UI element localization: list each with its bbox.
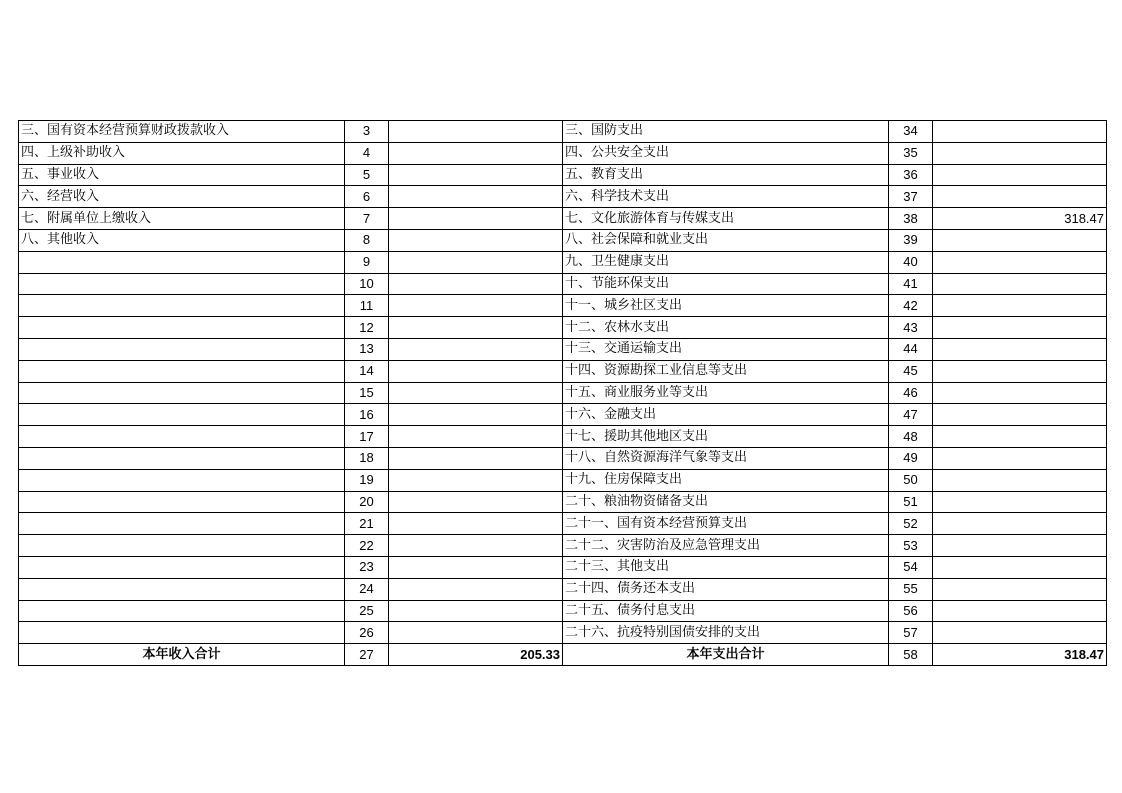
table-row: [19, 295, 1107, 317]
expense-item-cell: 二十五、债务付息支出: [563, 600, 889, 622]
income-number-cell: 21: [345, 513, 389, 535]
income-number-cell: 23: [345, 556, 389, 578]
table-row: [19, 556, 1107, 578]
table-row: [19, 600, 1107, 622]
expense-number-cell: 57: [889, 622, 933, 644]
income-amount-cell: [389, 491, 563, 513]
expense-amount-cell: [933, 229, 1107, 251]
income-item-cell: [19, 426, 345, 448]
expense-total-label: 本年支出合计: [563, 644, 889, 666]
income-amount-cell: [389, 273, 563, 295]
expense-number-cell: 37: [889, 186, 933, 208]
expense-amount-cell: [933, 295, 1107, 317]
income-amount-cell: [389, 426, 563, 448]
income-number-cell: 5: [345, 164, 389, 186]
budget-table: [18, 120, 1107, 666]
total-row: [19, 644, 1107, 666]
income-amount-cell: [389, 535, 563, 557]
income-number-cell: 26: [345, 622, 389, 644]
income-item-cell: [19, 491, 345, 513]
income-number-cell: 16: [345, 404, 389, 426]
income-number-cell: 14: [345, 360, 389, 382]
expense-item-cell: 十二、农林水支出: [563, 317, 889, 339]
expense-number-cell: 52: [889, 513, 933, 535]
income-item-cell: 三、国有资本经营预算财政拨款收入: [19, 121, 345, 143]
income-item-cell: [19, 469, 345, 491]
expense-amount-cell: [933, 556, 1107, 578]
expense-number-cell: 46: [889, 382, 933, 404]
income-amount-cell: [389, 251, 563, 273]
income-item-cell: [19, 600, 345, 622]
income-number-cell: 4: [345, 142, 389, 164]
income-number-cell: 17: [345, 426, 389, 448]
table-body: [19, 121, 1107, 666]
expense-number-cell: 47: [889, 404, 933, 426]
income-amount-cell: [389, 447, 563, 469]
expense-amount-cell: [933, 535, 1107, 557]
expense-number-cell: 48: [889, 426, 933, 448]
income-number-cell: 25: [345, 600, 389, 622]
income-item-cell: [19, 295, 345, 317]
expense-item-cell: 二十一、国有资本经营预算支出: [563, 513, 889, 535]
expense-item-cell: 二十六、抗疫特别国债安排的支出: [563, 622, 889, 644]
expense-amount-cell: [933, 186, 1107, 208]
income-item-cell: [19, 273, 345, 295]
expense-number-cell: 34: [889, 121, 933, 143]
income-amount-cell: [389, 121, 563, 143]
expense-number-cell: 41: [889, 273, 933, 295]
expense-number-cell: 38: [889, 208, 933, 230]
income-amount-cell: [389, 317, 563, 339]
income-item-cell: 八、其他收入: [19, 229, 345, 251]
income-amount-cell: [389, 382, 563, 404]
expense-item-cell: 九、卫生健康支出: [563, 251, 889, 273]
income-number-cell: 6: [345, 186, 389, 208]
expense-item-cell: 二十、粮油物资储备支出: [563, 491, 889, 513]
expense-number-cell: 42: [889, 295, 933, 317]
income-item-cell: [19, 360, 345, 382]
table-row: [19, 251, 1107, 273]
income-item-cell: 六、经营收入: [19, 186, 345, 208]
expense-number-cell: 53: [889, 535, 933, 557]
income-number-cell: 10: [345, 273, 389, 295]
income-amount-cell: [389, 295, 563, 317]
expense-amount-cell: [933, 622, 1107, 644]
income-item-cell: [19, 251, 345, 273]
expense-item-cell: 十、节能环保支出: [563, 273, 889, 295]
income-amount-cell: [389, 208, 563, 230]
expense-item-cell: 二十三、其他支出: [563, 556, 889, 578]
expense-item-cell: 二十四、债务还本支出: [563, 578, 889, 600]
table-row: [19, 229, 1107, 251]
expense-amount-cell: [933, 404, 1107, 426]
income-amount-cell: [389, 578, 563, 600]
expense-amount-cell: 318.47: [933, 208, 1107, 230]
table-row: [19, 273, 1107, 295]
income-item-cell: 五、事业收入: [19, 164, 345, 186]
income-number-cell: 13: [345, 338, 389, 360]
income-total-amount: 205.33: [389, 644, 563, 666]
table-row: [19, 360, 1107, 382]
table-row: [19, 426, 1107, 448]
expense-item-cell: 十五、商业服务业等支出: [563, 382, 889, 404]
income-number-cell: 22: [345, 535, 389, 557]
table-row: [19, 535, 1107, 557]
expense-amount-cell: [933, 360, 1107, 382]
income-amount-cell: [389, 164, 563, 186]
income-amount-cell: [389, 556, 563, 578]
expense-amount-cell: [933, 273, 1107, 295]
table-row: [19, 338, 1107, 360]
expense-item-cell: 三、国防支出: [563, 121, 889, 143]
expense-item-cell: 十八、自然资源海洋气象等支出: [563, 447, 889, 469]
expense-item-cell: 五、教育支出: [563, 164, 889, 186]
expense-item-cell: 七、文化旅游体育与传媒支出: [563, 208, 889, 230]
expense-item-cell: 十四、资源勘探工业信息等支出: [563, 360, 889, 382]
expense-amount-cell: [933, 447, 1107, 469]
expense-number-cell: 40: [889, 251, 933, 273]
expense-item-cell: 二十二、灾害防治及应急管理支出: [563, 535, 889, 557]
income-amount-cell: [389, 229, 563, 251]
expense-total-amount: 318.47: [933, 644, 1107, 666]
expense-item-cell: 十一、城乡社区支出: [563, 295, 889, 317]
income-item-cell: 七、附属单位上缴收入: [19, 208, 345, 230]
income-amount-cell: [389, 622, 563, 644]
expense-item-cell: 八、社会保障和就业支出: [563, 229, 889, 251]
table-row: [19, 142, 1107, 164]
income-amount-cell: [389, 469, 563, 491]
income-amount-cell: [389, 142, 563, 164]
income-number-cell: 3: [345, 121, 389, 143]
expense-amount-cell: [933, 317, 1107, 339]
income-item-cell: [19, 317, 345, 339]
expense-amount-cell: [933, 578, 1107, 600]
expense-number-cell: 44: [889, 338, 933, 360]
expense-amount-cell: [933, 491, 1107, 513]
income-total-number: 27: [345, 644, 389, 666]
expense-number-cell: 45: [889, 360, 933, 382]
income-number-cell: 20: [345, 491, 389, 513]
income-item-cell: [19, 556, 345, 578]
income-number-cell: 9: [345, 251, 389, 273]
table-row: [19, 622, 1107, 644]
table-row: [19, 208, 1107, 230]
table-row: [19, 469, 1107, 491]
income-item-cell: [19, 338, 345, 360]
income-number-cell: 24: [345, 578, 389, 600]
expense-number-cell: 49: [889, 447, 933, 469]
income-amount-cell: [389, 186, 563, 208]
expense-item-cell: 十七、援助其他地区支出: [563, 426, 889, 448]
expense-item-cell: 十六、金融支出: [563, 404, 889, 426]
expense-number-cell: 43: [889, 317, 933, 339]
income-total-label: 本年收入合计: [19, 644, 345, 666]
table-row: [19, 404, 1107, 426]
income-amount-cell: [389, 360, 563, 382]
income-amount-cell: [389, 513, 563, 535]
expense-amount-cell: [933, 338, 1107, 360]
expense-number-cell: 36: [889, 164, 933, 186]
expense-amount-cell: [933, 121, 1107, 143]
expense-number-cell: 35: [889, 142, 933, 164]
income-number-cell: 7: [345, 208, 389, 230]
table-row: [19, 382, 1107, 404]
income-amount-cell: [389, 600, 563, 622]
income-item-cell: [19, 622, 345, 644]
income-item-cell: [19, 513, 345, 535]
expense-item-cell: 十三、交通运输支出: [563, 338, 889, 360]
table-row: [19, 578, 1107, 600]
expense-number-cell: 54: [889, 556, 933, 578]
expense-amount-cell: [933, 426, 1107, 448]
table-row: [19, 186, 1107, 208]
table-row: [19, 164, 1107, 186]
income-number-cell: 19: [345, 469, 389, 491]
table-row: [19, 317, 1107, 339]
income-number-cell: 15: [345, 382, 389, 404]
income-item-cell: [19, 535, 345, 557]
expense-number-cell: 39: [889, 229, 933, 251]
table-row: [19, 447, 1107, 469]
income-number-cell: 12: [345, 317, 389, 339]
income-number-cell: 18: [345, 447, 389, 469]
expense-amount-cell: [933, 382, 1107, 404]
expense-item-cell: 六、科学技术支出: [563, 186, 889, 208]
expense-number-cell: 56: [889, 600, 933, 622]
income-item-cell: 四、上级补助收入: [19, 142, 345, 164]
table-row: [19, 513, 1107, 535]
income-item-cell: [19, 404, 345, 426]
expense-amount-cell: [933, 469, 1107, 491]
income-item-cell: [19, 578, 345, 600]
expense-number-cell: 50: [889, 469, 933, 491]
expense-amount-cell: [933, 600, 1107, 622]
income-number-cell: 8: [345, 229, 389, 251]
expense-amount-cell: [933, 142, 1107, 164]
income-item-cell: [19, 382, 345, 404]
income-item-cell: [19, 447, 345, 469]
table-row: [19, 121, 1107, 143]
expense-item-cell: 十九、住房保障支出: [563, 469, 889, 491]
table-row: [19, 491, 1107, 513]
expense-item-cell: 四、公共安全支出: [563, 142, 889, 164]
expense-total-number: 58: [889, 644, 933, 666]
expense-number-cell: 51: [889, 491, 933, 513]
income-amount-cell: [389, 404, 563, 426]
expense-amount-cell: [933, 164, 1107, 186]
expense-number-cell: 55: [889, 578, 933, 600]
income-amount-cell: [389, 338, 563, 360]
expense-amount-cell: [933, 513, 1107, 535]
income-number-cell: 11: [345, 295, 389, 317]
expense-amount-cell: [933, 251, 1107, 273]
